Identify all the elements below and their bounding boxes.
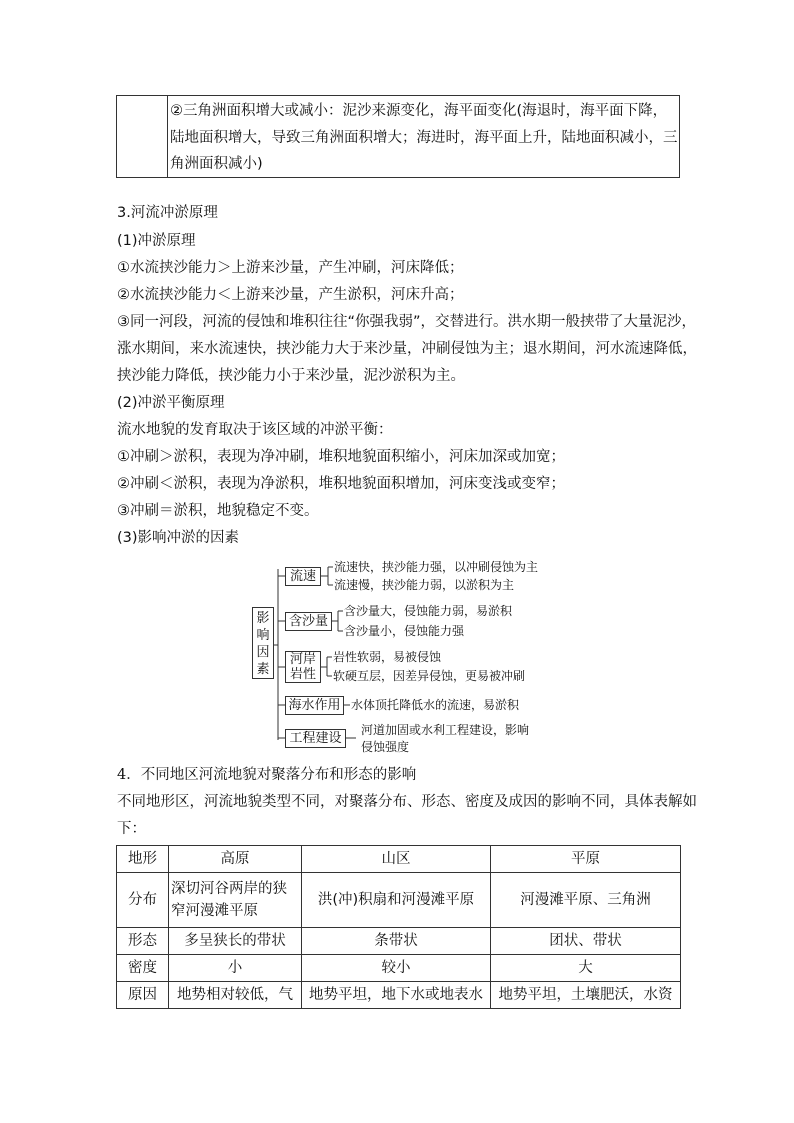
row-label-distribution: 分布: [117, 873, 169, 928]
settlement-table: [116, 845, 681, 1009]
section3-item3-line1: ③同一河段，河流的侵蚀和堆积往往“你强我弱”，交替进行。洪水期一般挟带了大量泥沙，: [117, 314, 697, 330]
branch-sediment: 含沙量: [285, 612, 332, 631]
engineering-text-line1: 河道加固或水利工程建设，影响: [361, 723, 530, 737]
cell-shape-mountain: 条带状: [302, 928, 491, 955]
table-row: [117, 873, 681, 928]
section3-item1: ①水流挟沙能力＞上游来沙量，产生冲刷，河床降低；: [117, 260, 464, 276]
sediment-high-text: 含沙量大，侵蚀能力弱，易淤积: [344, 604, 513, 618]
flow-slow-text: 流速慢，挟沙能力弱，以淤积为主: [334, 578, 515, 592]
cell-distribution-mountain: 洪(冲)积扇和河漫滩平原: [302, 873, 491, 928]
cell-density-plateau: 小: [169, 955, 302, 982]
cell-shape-plain: 团状、带状: [491, 928, 681, 955]
branch-bank-lithology: [285, 651, 321, 683]
row-label-reason: 原因: [117, 982, 169, 1009]
root-label: 影响因素: [256, 611, 270, 677]
flow-fast-text: 流速快，挟沙能力强，以冲刷侵蚀为主: [334, 560, 539, 574]
engineering-text-line2: 侵蚀强度: [361, 740, 410, 754]
delta-area-text: ②三角洲面积增大或减小：泥沙来源变化，海平面变化(海退时，海平面下降，陆地面积增大，导致三角洲面积增大；海进时，海平面上升，陆地面积减小，三角洲面积减小): [170, 103, 678, 172]
cell-density-plain: 大: [491, 955, 681, 982]
section3-sub2: (2)冲淤平衡原理: [117, 395, 225, 411]
balance-item2: ②冲刷＜淤积，表现为净淤积，堆积地貌面积增加，河床变浅或变窄；: [117, 476, 565, 492]
seawater-text: 水体顶托降低水的流速，易淤积: [351, 698, 520, 712]
header-terrain: 地形: [117, 846, 169, 873]
table-header-row: [117, 846, 681, 873]
section3-item3-line2: 涨水期间，来水流速快，挟沙能力大于来沙量，冲刷侵蚀为主；退水期间，河水流速降低，: [117, 341, 697, 357]
section3-item3-line3: 挟沙能力降低，挟沙能力小于来沙量，泥沙淤积为主。: [117, 368, 465, 384]
section3-intro2: 流水地貌的发育取决于该区域的冲淤平衡：: [117, 422, 393, 438]
balance-item1: ①冲刷＞淤积，表现为净冲刷，堆积地貌面积缩小，河床加深或加宽；: [117, 449, 565, 465]
header-plain: 平原: [491, 846, 681, 873]
header-plateau: 高原: [169, 846, 302, 873]
branch-flow-speed: 流速: [285, 567, 321, 586]
section3-sub3: (3)影响冲淤的因素: [117, 530, 240, 546]
lithology-soft-text: 岩性软弱，易被侵蚀: [333, 650, 442, 664]
table-row: [117, 982, 681, 1009]
bank-lithology-label: 河岸岩性: [289, 652, 316, 682]
section4-intro-line2: 下：: [117, 821, 146, 837]
section4-intro-line1: 不同地形区，河流地貌类型不同，对聚落分布、形态、密度及成因的影响不同，具体表解如: [117, 794, 697, 810]
cell-distribution-plateau: 深切河谷两岸的狭窄河漫滩平原: [169, 873, 302, 928]
balance-item3: ③冲刷＝淤积，地貌稳定不变。: [117, 503, 319, 519]
cell-density-mountain: 较小: [302, 955, 491, 982]
section4-heading: 4．不同地区河流地貌对聚落分布和形态的影响: [117, 767, 417, 783]
lithology-layered-text: 软硬互层，因差异侵蚀，更易被冲刷: [333, 669, 526, 683]
section3-sub1: (1)冲淤原理: [117, 233, 196, 249]
header-mountain: 山区: [302, 846, 491, 873]
table-row: [117, 928, 681, 955]
section3-heading: 3.河流冲淤原理: [117, 205, 218, 221]
root-box-factors: [252, 607, 274, 679]
table-row: [117, 955, 681, 982]
branch-seawater: 海水作用: [285, 696, 344, 715]
cell-distribution-plain: 河漫滩平原、三角洲: [491, 873, 681, 928]
branch-engineering: 工程建设: [285, 729, 346, 748]
section3-item2: ②水流挟沙能力＜上游来沙量，产生淤积，河床升高；: [117, 287, 464, 303]
sediment-low-text: 含沙量小，侵蚀能力强: [344, 624, 465, 638]
row-label-shape: 形态: [117, 928, 169, 955]
cell-reason-mountain: 地势平坦，地下水或地表水: [302, 982, 491, 1009]
cell-reason-plateau: 地势相对较低，气: [169, 982, 302, 1009]
cell-reason-plain: 地势平坦，土壤肥沃，水资: [491, 982, 681, 1009]
cell-shape-plateau: 多呈狭长的带状: [169, 928, 302, 955]
row-label-density: 密度: [117, 955, 169, 982]
